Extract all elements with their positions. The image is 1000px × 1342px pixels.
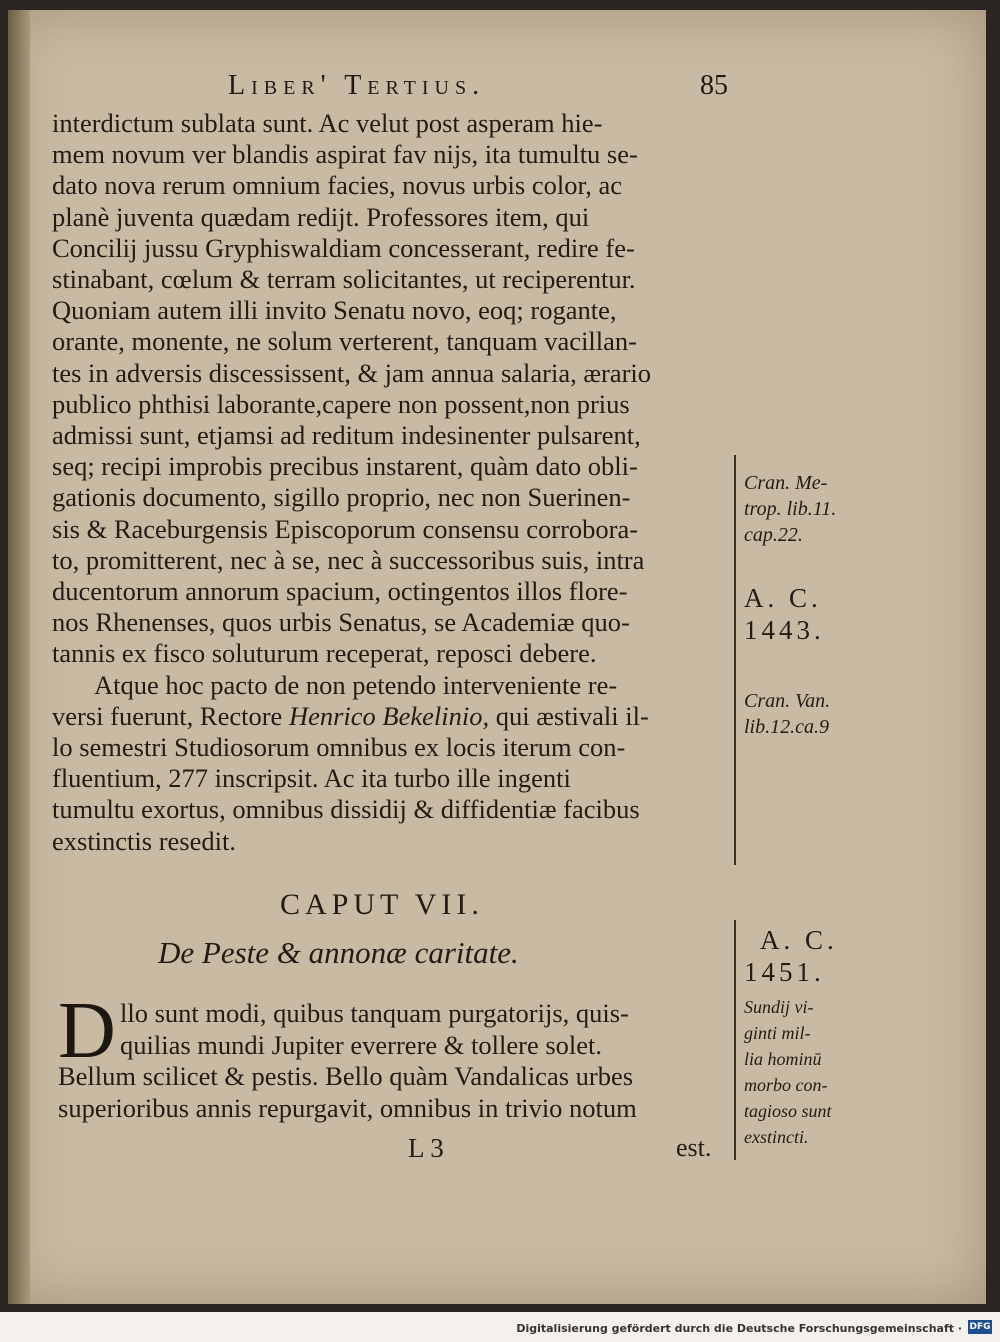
dfg-logo: DFG bbox=[969, 1322, 991, 1332]
text-line: Quoniam autem illi invito Senatu novo, eoq; rogante, bbox=[52, 295, 617, 326]
catchword: est. bbox=[676, 1133, 712, 1162]
text-line: tannis ex fisco soluturum receperat, reposci debere. bbox=[52, 638, 597, 669]
text-line: exstinctis resedit. bbox=[52, 825, 236, 856]
margin-note-line: trop. lib.11. bbox=[744, 498, 837, 520]
margin-note-line: Cran. Van. bbox=[744, 690, 831, 712]
text-line: publico phthisi laborante,capere non possent,non prius bbox=[52, 388, 630, 419]
text-line: quilias mundi Jupiter everrere & tollere solet. bbox=[120, 1029, 603, 1060]
text-line-with-name bbox=[52, 701, 732, 732]
rector-name: Henrico Bekelinio, bbox=[288, 700, 490, 731]
margin-note-line: Sundij vi- bbox=[744, 997, 814, 1017]
chapter-title: De Peste & annonæ caritate. bbox=[158, 935, 519, 970]
text-line: mem novum ver blandis aspirat fav nijs, ita tumultu se- bbox=[52, 139, 638, 170]
text-line: seq; recipi improbis precibus instarent, quàm dato obli- bbox=[52, 451, 638, 482]
signature-mark: L 3 bbox=[408, 1133, 444, 1163]
text-segment: versi fuerunt, Rectore bbox=[52, 700, 289, 731]
margin-rule-upper bbox=[734, 455, 736, 865]
margin-note-line: Cran. Me- bbox=[744, 472, 828, 494]
text-segment: qui æstivali il- bbox=[489, 700, 649, 731]
running-head: Liber' Tertius. bbox=[228, 70, 486, 101]
margin-note-line: A. C. bbox=[744, 583, 822, 613]
text-line: lo semestri Studiosorum omnibus ex locis iterum con- bbox=[52, 732, 626, 763]
text-line: tes in adversis discessissent, & jam annua salaria, ærario bbox=[52, 357, 652, 388]
drop-cap: D bbox=[58, 987, 116, 1075]
text-line: superioribus annis repurgavit, omnibus in trivio notum bbox=[58, 1092, 637, 1123]
text-line: tumultu exortus, omnibus dissidij & diffidentiæ facibus bbox=[52, 794, 640, 825]
text-line: Concilij jussu Gryphiswaldiam concesserant, redire fe- bbox=[52, 232, 635, 263]
margin-note-line: 1451. bbox=[744, 957, 825, 987]
text-line: admissi sunt, etjamsi ad reditum indesinenter pulsarent, bbox=[52, 420, 641, 451]
margin-note-citation-1 bbox=[744, 470, 836, 548]
text-line: to, promitterent, nec à se, nec à successoribus suis, intra bbox=[52, 544, 645, 575]
margin-note-line: exstincti. bbox=[744, 1127, 809, 1147]
text-line: fluentium, 277 inscripsit. Ac ita turbo ille ingenti bbox=[52, 763, 571, 794]
text-line: llo sunt modi, quibus tanquam purgatorijs, quis- bbox=[120, 998, 629, 1028]
margin-note-line: tagioso sunt bbox=[744, 1101, 832, 1121]
page-spine-shadow bbox=[8, 10, 30, 1304]
margin-note-plague bbox=[744, 994, 832, 1150]
paragraph-start-line: Atque hoc pacto de non petendo interveniente re- bbox=[94, 669, 618, 700]
text-line: stinabant, cœlum & terram solicitantes, ut reciperentur. bbox=[52, 264, 636, 295]
page-number: 85 bbox=[700, 70, 728, 101]
margin-note-line: ginti mil- bbox=[744, 1023, 811, 1043]
margin-note-year-2 bbox=[744, 924, 838, 988]
chapter-text bbox=[58, 987, 732, 1124]
margin-rule-lower bbox=[734, 920, 736, 1160]
margin-note-line: lib.12.ca.9 bbox=[744, 716, 829, 738]
body-text bbox=[52, 108, 732, 857]
margin-note-citation-2 bbox=[744, 688, 830, 740]
text-line: orante, monente, ne solum verterent, tanquam vacillan- bbox=[52, 326, 637, 357]
text-line: nos Rhenenses, quos urbis Senatus, se Academiæ quo- bbox=[52, 607, 630, 638]
text-line: gationis documento, sigillo proprio, nec non Suerinen- bbox=[52, 482, 631, 513]
text-line: interdictum sublata sunt. Ac velut post asperam hie- bbox=[52, 108, 603, 138]
text-line: dato nova rerum omnium facies, novus urbis color, ac bbox=[52, 170, 623, 201]
margin-note-line: cap.22. bbox=[744, 524, 803, 546]
margin-note-line: 1443. bbox=[744, 615, 825, 645]
margin-note-line: morbo con- bbox=[744, 1075, 828, 1095]
digitization-credit: Digitalisierung gefördert durch die Deutsche Forschungsgemeinschaft · bbox=[516, 1322, 962, 1335]
text-line: Bellum scilicet & pestis. Bello quàm Vandalicas urbes bbox=[58, 1061, 634, 1091]
text-line: planè juventa quædam redijt. Professores item, qui bbox=[52, 201, 590, 232]
text-line: ducentorum annorum spacium, octingentos illos flore- bbox=[52, 576, 628, 607]
margin-note-line: A. C. bbox=[760, 925, 838, 955]
chapter-heading: CAPUT VII. bbox=[280, 888, 484, 921]
text-line: sis & Raceburgensis Episcoporum consensu corrobora- bbox=[52, 513, 639, 544]
margin-note-line: lia hominū bbox=[744, 1049, 822, 1069]
margin-note-year-1 bbox=[744, 582, 825, 646]
